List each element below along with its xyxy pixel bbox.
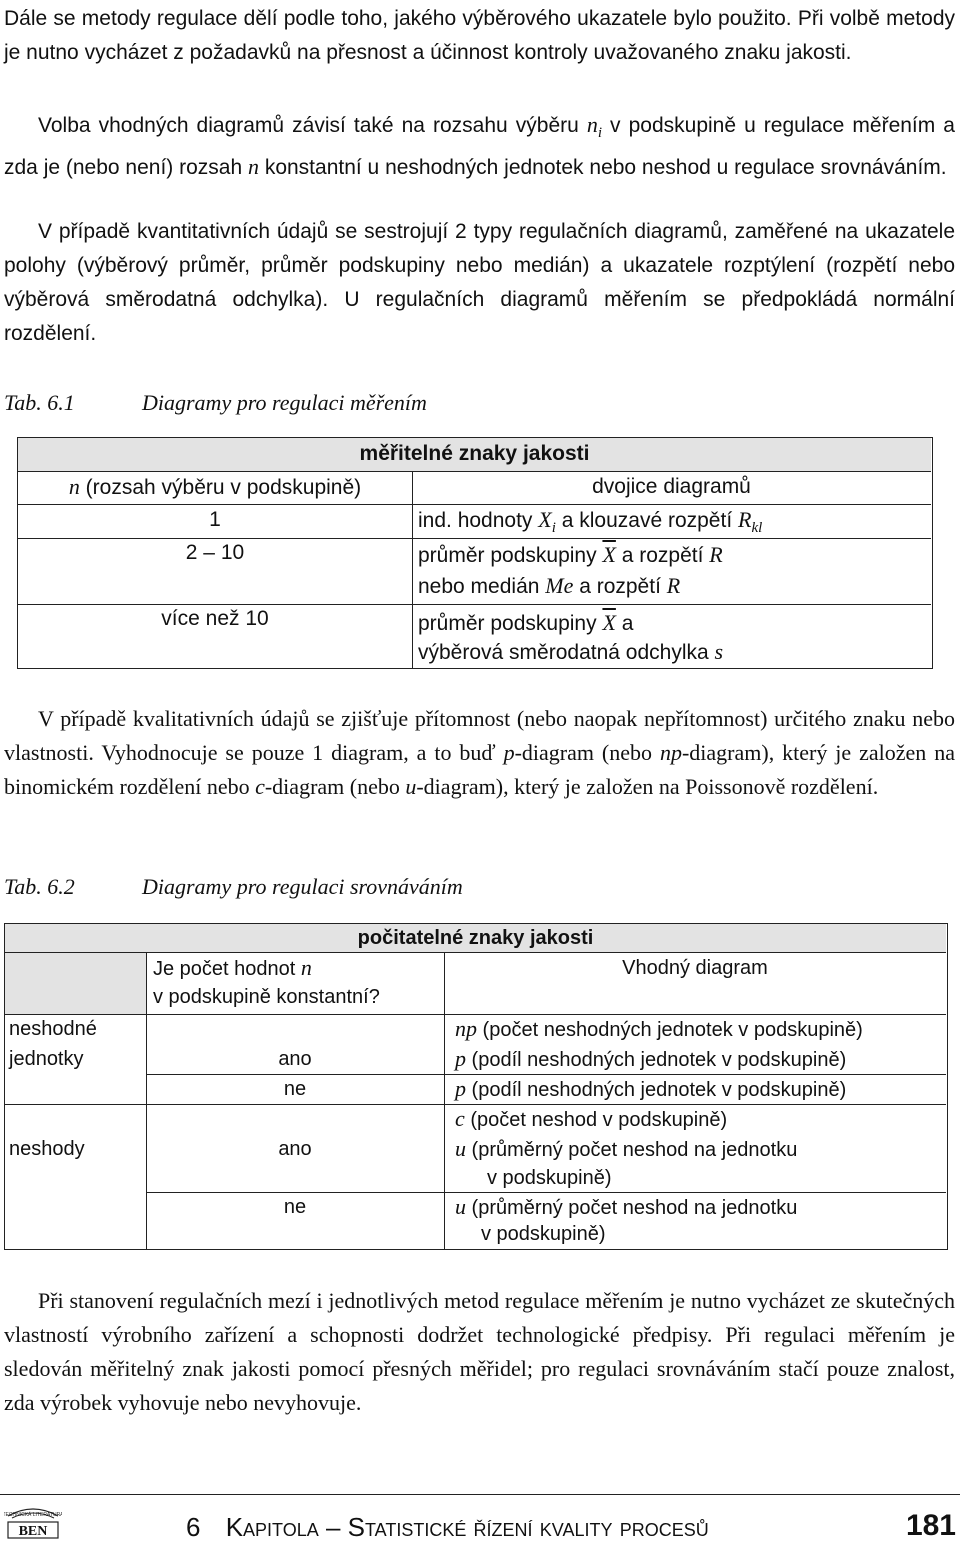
symbol-p: p	[503, 740, 515, 765]
table2-question-line1	[153, 953, 312, 984]
symbol-np: np	[659, 740, 682, 765]
symbol-n: n	[300, 955, 312, 980]
symbol-n: n	[68, 474, 80, 499]
symbol-r: R	[709, 542, 723, 567]
table-comparison-diagrams	[4, 923, 948, 1250]
symbol-sub-kl: kl	[751, 520, 763, 537]
text-span: (průměrný počet neshod na jednotku	[466, 1197, 798, 1219]
symbol-x: X	[538, 507, 552, 532]
table2-header: počitatelné znaky jakosti	[357, 927, 594, 949]
page-number: 181	[905, 1509, 956, 1542]
symbol-np: np	[455, 1016, 477, 1041]
table2-g1-r2-answer: ne	[283, 1078, 307, 1100]
text-span: a rozpětí	[573, 575, 667, 598]
table1-header: měřitelné znaky jakosti	[359, 442, 590, 465]
paragraph-quantitative: V případě kvantitativních údajů se sestrojují 2 typy regulačních diagramů, zaměřené na ukazatele polohy (výběrový průměr, průměr podskupiny nebo medián) a ukazatele rozptýlení (rozpětí nebo výběrová směrodatná odchylka). U regulačních diagramů měřením se předpokládá normální rozdělení.	[4, 220, 955, 345]
table2-g1-r2-diagram1	[455, 1074, 846, 1105]
paragraph-intro: Dále se metody regulace dělí podle toho, jakého výběrového ukazatele bylo použito. Při volbě metody je nutno vycházet z požadavků na přesnost a účinnost kontroly uvažovaného znaku jakosti.	[4, 7, 955, 64]
table2-g2-r2-diagram2: v podskupině)	[481, 1223, 606, 1245]
text-span: -diagram), který je založen na binomickém rozdělení nebo	[4, 740, 955, 799]
symbol-u: u	[455, 1136, 466, 1161]
symbol-sub-i: i	[597, 125, 603, 142]
symbol-n: n	[247, 154, 259, 180]
text-span: (průměrný počet neshod na jednotku	[466, 1139, 798, 1161]
text-span: (podíl neshodných jednotek v podskupině)	[466, 1049, 847, 1071]
text-span: -diagram (nebo	[264, 774, 406, 799]
table1-row2-n: 2 – 10	[185, 541, 245, 564]
paragraph-regulation-limits: Při stanovení regulačních mezí i jednotlivých metod regulace měřením je nutno vycházet ze skutečných vlastností výrobního zařízení a schopnosti dodržet technologické předpisy. Při regulaci měřením je sledován měřitelný znak jakosti pomocí přesných měřidel; pro regulaci srovnáváním stačí pouze znalost, zda výrobek vyhovuje nebo nevyhovuje.	[4, 1288, 955, 1415]
chapter-number: 6	[186, 1512, 201, 1542]
table1-col1-header	[18, 472, 412, 503]
ben-logo-icon	[4, 1500, 62, 1540]
table2-g2-r1-diagram2	[455, 1134, 797, 1165]
ben-logo-text: BEN	[18, 1524, 48, 1539]
table2-col3-header: Vhodný diagram	[622, 957, 768, 979]
text-span: (podíl neshodných jednotek v podskupině)	[466, 1079, 847, 1101]
text-span: (rozsah výběru v podskupině)	[79, 476, 362, 499]
text-span: nebo medián	[418, 575, 546, 598]
text-span: průměr podskupiny	[418, 544, 603, 567]
text-span: průměr podskupiny	[418, 612, 603, 635]
table2-group1-line1: neshodné	[9, 1018, 97, 1040]
table1-label: Tab. 6.1	[4, 390, 75, 415]
text-span: (počet neshodných jednotek v podskupině)	[477, 1019, 863, 1041]
chapter-title	[186, 1510, 709, 1544]
table2-group1-line2: jednotky	[9, 1048, 84, 1070]
table2-caption: Diagramy pro regulaci srovnáváním	[142, 874, 463, 899]
symbol-x-bar: $\overline{X}$	[602, 610, 616, 635]
symbol-x-bar: $\overline{X}$	[602, 542, 616, 567]
text-span: ind. hodnoty	[418, 509, 539, 532]
paragraph-diagram-choice	[4, 108, 955, 185]
text-span: a	[615, 612, 634, 635]
symbol-s: s	[714, 639, 724, 664]
text-span: V případě kvalitativních údajů se zjišťuje přítomnost (nebo naopak nepřítomnost) určitého znaku nebo vlastnosti. Vyhodnocuje se pouze 1 diagram, a to buď	[4, 706, 955, 765]
table1-row2-line1	[418, 540, 723, 571]
table2-g1-r1-diagram1	[455, 1014, 863, 1045]
text-span: konstantní u neshodných jednotek nebo neshod u regulace srovnáváním.	[258, 156, 947, 180]
table1-row1-n: 1	[209, 508, 221, 531]
table2-g1-r1-diagram2	[455, 1044, 846, 1075]
table1-row2-line2	[418, 571, 680, 602]
table1-row3-line1	[418, 608, 633, 639]
table2-label: Tab. 6.2	[4, 874, 75, 899]
symbol-r: R	[738, 507, 752, 532]
ben-logo-subtitle: TECHNICKÁ LITERATURA	[4, 1512, 62, 1518]
table2-g2-r1-diagram3: v podskupině)	[487, 1167, 612, 1189]
table2-g2-r2-answer: ne	[283, 1196, 307, 1218]
text-span: (počet neshod v podskupině)	[464, 1109, 728, 1131]
symbol-n: n	[586, 112, 598, 137]
text-span: výběrová směrodatná odchylka	[418, 641, 715, 664]
symbol-u: u	[405, 774, 417, 799]
table2-corner-band	[5, 952, 146, 1014]
symbol-me: Me	[545, 573, 574, 598]
divider	[444, 952, 445, 1249]
table2-question-line2: v podskupině konstantní?	[153, 986, 380, 1008]
table1-col2-header: dvojice diagramů	[592, 475, 751, 498]
symbol-p: p	[455, 1076, 466, 1101]
text-span: Volba vhodných diagramů závisí také na rozsahu výběru	[38, 114, 587, 137]
footer-divider	[0, 1494, 960, 1495]
ben-logo	[4, 1500, 62, 1540]
table1-row3-n: více než 10	[161, 607, 269, 630]
table2-group2-label: neshody	[9, 1138, 85, 1160]
paragraph-qualitative	[4, 702, 955, 804]
text-span: v podskupině u regulace měřením a zda je (nebo není) rozsah	[4, 114, 955, 180]
table2-g1-r1-answer: ano	[278, 1048, 312, 1070]
symbol-c: c	[455, 1106, 465, 1131]
text-span: -diagram), který je založen na Poissonově rozdělení.	[416, 774, 879, 799]
table-measurement-diagrams	[17, 437, 933, 669]
symbol-sub-i: i	[551, 520, 556, 537]
table2-g2-r1-diagram1	[455, 1104, 727, 1135]
table1-caption: Diagramy pro regulaci měřením	[142, 390, 427, 415]
text-span: a klouzavé rozpětí	[555, 509, 738, 532]
text-span: a rozpětí	[615, 544, 710, 567]
table2-g2-r1-answer: ano	[278, 1138, 312, 1160]
table1-row3-line2	[418, 637, 723, 668]
symbol-p: p	[455, 1046, 466, 1071]
text-span: Je počet hodnot	[153, 958, 301, 980]
text-span: -diagram (nebo	[514, 740, 660, 765]
chapter-title-text: Kapitola – Statistické řízení kvality procesů	[225, 1512, 709, 1542]
symbol-c: c	[255, 774, 265, 799]
symbol-r: R	[666, 573, 681, 598]
symbol-u: u	[455, 1194, 466, 1219]
